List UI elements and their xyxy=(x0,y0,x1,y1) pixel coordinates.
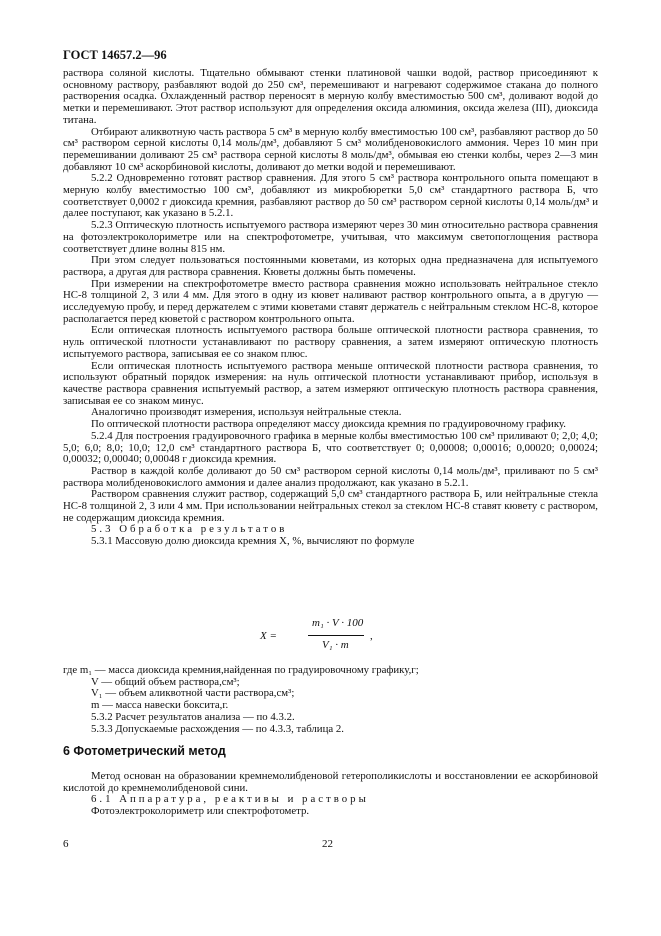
paragraph: При этом следует пользоваться постоянными кюветами, из которых одна предназначена для испытуемого раствора, а другая для раствора сравнения. Кюветы должны быть помечены. xyxy=(63,254,598,278)
paragraph-5-3-1: 5.3.1 Массовую долю диоксида кремния X, %, вычисляют по формуле xyxy=(91,535,415,548)
legend-line: V — общий объем раствора,см³; xyxy=(91,675,240,688)
subsection-title-5-3: 5.3 Обработка результатов xyxy=(91,523,288,536)
body-text-upper xyxy=(63,68,598,548)
legend-line: где m₁ — масса диоксида кремния,найденная по градуировочному графику,г; xyxy=(63,664,419,676)
paragraph-5-3-2: 5.3.2 Расчет результатов анализа — по 4.3.2. xyxy=(91,710,295,723)
body-text-lower xyxy=(63,771,598,818)
legend-line: V₁ — объем аликвотной части раствора,см³; xyxy=(91,687,295,700)
paragraph-5-2-4: 5.2.4 Для построения градуировочного графика в мерные колбы вместимостью 100 см³ приливают 0; 2,0; 4,0; 5,0; 6,0; 8,0; 10,0; 12,0 см³ стандартного раствора Б, что соответствует 0; 0,00008; 0,00016; 0,00020; 0,00024; 0,00032; 0,00040; 0,00048 г диоксида кремния. xyxy=(63,429,598,466)
paragraph: Если оптическая плотность испытуемого раствора больше оптической плотности раствора сравнения, то нуль оптической плотности устанавливают по раствору сравнения, а затем измеряют оптическую плотность испытуемого раствора, записывая ее со знаком плюс. xyxy=(63,324,598,360)
paragraph: Отбирают аликвотную часть раствора 5 см³ в мерную колбу вместимостью 100 см³, разбавляют раствор до 50 см³ раствором серной кислоты 0,14 моль/дм³, добавляют 5 см³ молибденовокислого аммония. Через 10 мин при перемешивании доливают 25 см³ раствора серной кислоты 8 моль/дм³, обмывая ею стенки колбы, через 2—3 мин добавляют 10 см³ аскорбиновой кислоты, доливают до метки водой и перемешивают. xyxy=(63,125,598,173)
paragraph: раствора соляной кислоты. Тщательно обмывают стенки платиновой чашки водой, раствор присоединяют к основному раствору, разбавляют водой до 250 см³, перемешивают и нагревают содержимое стакана до полного растворения осадка. Охлажденный раствор переносят в мерную колбу вместимостью 500 см³, доливают водой до метки и перемешивают. Этот раствор используют для определения оксида алюминия, оксида железа (III), диоксида титана. xyxy=(63,67,598,126)
fraction-bar xyxy=(308,635,364,636)
legend-line: m — масса навески боксита,г. xyxy=(91,699,229,712)
subsection-title-6-1: 6.1 Аппаратура, реактивы и растворы xyxy=(91,793,369,806)
formula-lhs: X = xyxy=(260,630,277,642)
formula-legend xyxy=(63,665,598,735)
paragraph: Раствор в каждой колбе доливают до 50 см³ раствором серной кислоты 0,14 моль/дм³, приливают по 5 см³ раствора молибденовокислого аммония и далее анализ продолжают, как указано в 5.2.1. xyxy=(63,464,598,489)
paragraph-5-2-3: 5.2.3 Оптическую плотность испытуемого раствора измеряют через 30 мин относительно раствора сравнения на фотоэлектроколориметре или на спектрофотометре, учитывая, что максимум светопоглощения раствора соответствует длине волны 815 нм. xyxy=(63,219,598,255)
paragraph-5-2-2: 5.2.2 Одновременно готовят раствор сравнения. Для этого 5 см³ раствора контрольного опыта помещают в мерную колбу вместимостью 100 см³, добавляют из микробюретки 5,0 см³ стандартного раствора Б, что соответствует 0,0002 г диоксида кремния, разбавляют раствор до 50 см³ раствором серной кислоты 0,14 моль/дм³ и далее поступают, как указано в 5.2.1. xyxy=(63,172,598,220)
page-number-center: 22 xyxy=(322,838,333,850)
paragraph: При измерении на спектрофотометре вместо раствора сравнения можно использовать нейтральное стекло НС-8 толщиной 2, 3 или 4 мм. Для этого в одну из кювет наливают раствор контрольного опыта, а в другую — исследуемую пробу, и перед держателем с этими кюветами ставят держатель с нейтральным стеклом НС-8, которое располагается перед кюветой с раствором контрольного опыта. xyxy=(63,277,598,325)
paragraph: По оптической плотности раствора определяют массу диоксида кремния по градуировочному графику. xyxy=(91,418,566,431)
section-title-6: 6 Фотометрический метод xyxy=(63,744,226,758)
paragraph: Аналогично производят измерения, используя нейтральные стекла. xyxy=(91,406,402,419)
paragraph-5-3-3: 5.3.3 Допускаемые расхождения — по 4.3.3, таблица 2. xyxy=(91,722,344,735)
paragraph: Если оптическая плотность испытуемого раствора меньше оптической плотности раствора сравнения, то используют обратный порядок измерения: на нуль оптической плотности устанавливают прибор, используя в качестве раствора сравнения испытуемый раствор, а затем измеряют оптическую плотность раствора сравнения, записывая ее со знаком минус. xyxy=(63,359,598,407)
paragraph: Раствором сравнения служит раствор, содержащий 5,0 см³ стандартного раствора Б, или нейтральные стекла НС-8 толщиной 2, 3 или 4 мм. При использовании нейтральных стекол за стеклом НС-8 ставят кювету с раствором, не содержащим диоксида кремния. xyxy=(63,488,598,524)
formula-denominator: V₁ · m xyxy=(322,639,349,651)
page-number-left: 6 xyxy=(63,838,69,850)
formula-comma: , xyxy=(370,630,373,642)
document-header: ГОСТ 14657.2—96 xyxy=(63,48,167,62)
formula-numerator: m₁ · V · 100 xyxy=(312,617,364,629)
paragraph: Метод основан на образовании кремнемолибденовой гетерополикислоты и восстановлении ее аскорбиновой кислотой до кремнемолибденовой сини. xyxy=(63,770,598,794)
paragraph: Фотоэлектроколориметр или спектрофотометр. xyxy=(91,805,310,818)
formula xyxy=(260,617,420,661)
